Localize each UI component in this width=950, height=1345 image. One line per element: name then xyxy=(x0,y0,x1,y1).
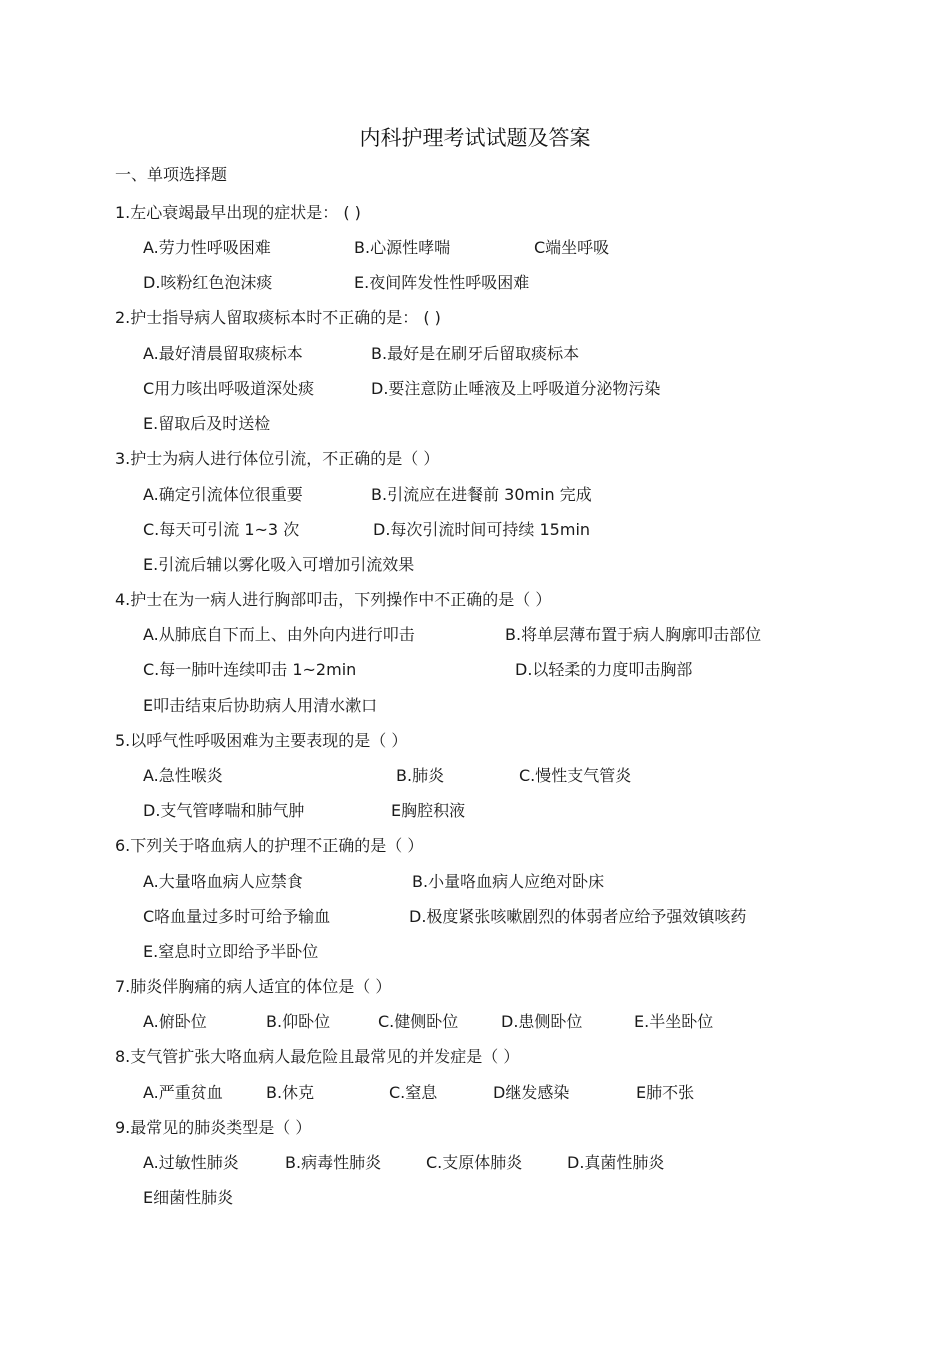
option-8d: D继发感染 xyxy=(493,1083,570,1102)
option-1a: A.劳力性呼吸困难 xyxy=(143,238,271,257)
question-stem-4: 4.护士在为一病人进行胸部叩击，下列操作中不正确的是（ ） xyxy=(115,590,552,609)
option-4b: B.将单层薄布置于病人胸廓叩击部位 xyxy=(505,625,762,644)
option-7e: E.半坐卧位 xyxy=(634,1012,714,1031)
option-6c: C咯血量过多时可给予输血 xyxy=(143,907,331,926)
option-2b: B.最好是在刷牙后留取痰标本 xyxy=(371,344,580,363)
option-3b: B.引流应在进餐前 30min 完成 xyxy=(371,485,592,504)
option-6b: B.小量咯血病人应绝对卧床 xyxy=(412,872,605,891)
question-stem-6: 6.下列关于咯血病人的护理不正确的是（ ） xyxy=(115,836,424,855)
option-5a: A.急性喉炎 xyxy=(143,766,223,785)
option-4a: A.从肺底自下而上、由外向内进行叩击 xyxy=(143,625,415,644)
option-1b: B.心源性哮喘 xyxy=(354,238,451,257)
option-6d: D.极度紧张咳嗽剧烈的体弱者应给予强效镇咳药 xyxy=(409,907,747,926)
option-6a: A.大量咯血病人应禁食 xyxy=(143,872,303,891)
option-8e: E肺不张 xyxy=(636,1083,695,1102)
option-5e: E胸腔积液 xyxy=(391,801,466,820)
option-7c: C.健侧卧位 xyxy=(378,1012,459,1031)
option-4e: E叩击结束后协助病人用清水漱口 xyxy=(143,696,378,715)
question-stem-9: 9.最常见的肺炎类型是（ ） xyxy=(115,1118,312,1137)
option-3e: E.引流后辅以雾化吸入可增加引流效果 xyxy=(143,555,415,574)
option-5d: D.支气管哮喘和肺气肿 xyxy=(143,801,305,820)
option-2d: D.要注意防止唾液及上呼吸道分泌物污染 xyxy=(371,379,661,398)
option-9d: D.真菌性肺炎 xyxy=(567,1153,665,1172)
question-stem-1: 1.左心衰竭最早出现的症状是： ( ) xyxy=(115,203,361,222)
option-9a: A.过敏性肺炎 xyxy=(143,1153,239,1172)
option-2a: A.最好清晨留取痰标本 xyxy=(143,344,303,363)
section-heading: 一、单项选择题 xyxy=(115,165,228,184)
question-stem-3: 3.护士为病人进行体位引流，不正确的是（ ） xyxy=(115,449,440,468)
option-5c: C.慢性支气管炎 xyxy=(519,766,632,785)
option-9e: E细菌性肺炎 xyxy=(143,1188,234,1207)
option-9b: B.病毒性肺炎 xyxy=(285,1153,382,1172)
option-8a: A.严重贫血 xyxy=(143,1083,223,1102)
page-title: 内科护理考试试题及答案 xyxy=(359,126,591,150)
option-9c: C.支原体肺炎 xyxy=(426,1153,523,1172)
option-1d: D.咳粉红色泡沫痰 xyxy=(143,273,273,292)
option-7d: D.患侧卧位 xyxy=(501,1012,583,1031)
question-stem-8: 8.支气管扩张大咯血病人最危险且最常见的并发症是（ ） xyxy=(115,1047,520,1066)
option-3a: A.确定引流体位很重要 xyxy=(143,485,303,504)
option-5b: B.肺炎 xyxy=(396,766,445,785)
question-stem-7: 7.肺炎伴胸痛的病人适宜的体位是（ ） xyxy=(115,977,392,996)
option-4c: C.每一肺叶连续叩击 1~2min xyxy=(143,660,357,679)
question-stem-2: 2.护士指导病人留取痰标本时不正确的是： ( ) xyxy=(115,308,441,327)
option-1c: C端坐呼吸 xyxy=(534,238,610,257)
option-1e: E.夜间阵发性性呼吸困难 xyxy=(354,273,530,292)
option-8c: C.窒息 xyxy=(389,1083,438,1102)
option-7a: A.俯卧位 xyxy=(143,1012,207,1031)
option-8b: B.休克 xyxy=(266,1083,315,1102)
option-3c: C.每天可引流 1~3 次 xyxy=(143,520,300,539)
option-3d: D.每次引流时间可持续 15min xyxy=(373,520,591,539)
question-stem-5: 5.以呼气性呼吸困难为主要表现的是（ ） xyxy=(115,731,408,750)
option-2c: C用力咳出呼吸道深处痰 xyxy=(143,379,315,398)
option-7b: B.仰卧位 xyxy=(266,1012,331,1031)
option-6e: E.窒息时立即给予半卧位 xyxy=(143,942,319,961)
option-4d: D.以轻柔的力度叩击胸部 xyxy=(515,660,693,679)
option-2e: E.留取后及时送检 xyxy=(143,414,271,433)
